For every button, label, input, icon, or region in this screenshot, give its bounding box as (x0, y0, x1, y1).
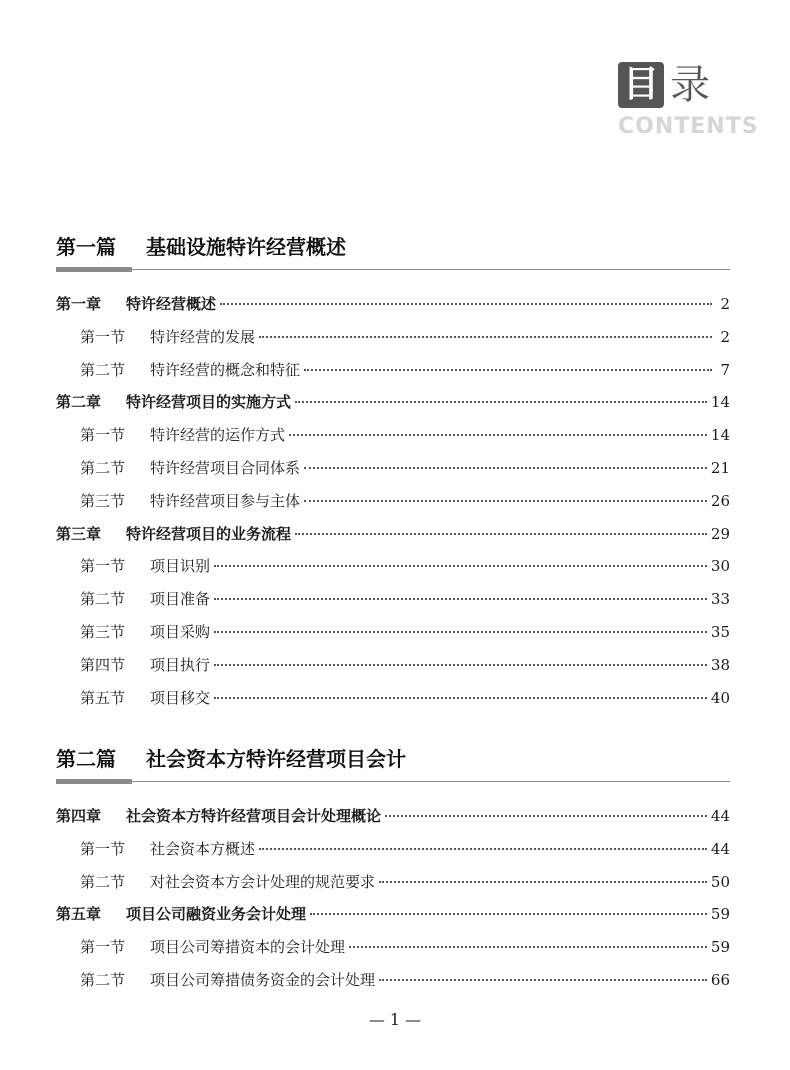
entry-page-number: 14 (710, 426, 730, 445)
part-title (56, 230, 730, 264)
dot-leader (220, 302, 712, 305)
heading-mu-box: 目 (618, 62, 664, 108)
entry-number: 第二节 (80, 872, 126, 891)
entry-title: 特许经营的运作方式 (150, 426, 286, 445)
entry-title: 项目移交 (150, 688, 211, 707)
toc-section-entry[interactable] (56, 321, 730, 353)
entry-page-number: 59 (710, 938, 730, 957)
dot-leader (304, 499, 707, 502)
part-divider (56, 778, 730, 786)
part-number: 第二篇 (56, 747, 116, 771)
entry-title: 特许经营项目的业务流程 (126, 524, 292, 543)
heading-lu: 录 (670, 62, 710, 108)
entry-number: 第一节 (80, 938, 126, 957)
dot-leader (349, 945, 707, 948)
entry-page-number: 26 (710, 491, 730, 510)
entry-page-number: 29 (710, 524, 730, 543)
entry-title: 特许经营的发展 (150, 327, 256, 346)
dot-leader (214, 663, 707, 666)
entry-number: 第三节 (80, 491, 126, 510)
entry-title: 特许经营项目参与主体 (150, 491, 301, 510)
entry-number: 第二节 (80, 459, 126, 477)
entry-page-number: 14 (710, 393, 730, 412)
toc-section-entry[interactable] (56, 964, 730, 996)
entry-page-number: 2 (720, 327, 730, 346)
entry-title: 项目识别 (150, 557, 211, 576)
entry-number: 第一章 (56, 295, 102, 313)
contents-heading (618, 62, 759, 144)
entry-number: 第一节 (80, 839, 126, 858)
entry-page-number: 59 (710, 905, 730, 924)
entry-number: 第一节 (80, 327, 126, 346)
toc-section-entry[interactable] (56, 419, 730, 451)
entry-number: 第五节 (80, 688, 126, 707)
toc-chapter-entry[interactable] (56, 800, 730, 832)
toc-section-entry[interactable] (56, 583, 730, 615)
entry-page-number: 44 (710, 807, 730, 825)
dot-leader (214, 696, 707, 699)
entry-title: 项目执行 (150, 655, 211, 674)
entry-title: 项目采购 (150, 623, 211, 641)
dot-leader (304, 466, 707, 469)
entry-title: 特许经营的概念和特征 (150, 360, 301, 379)
toc-section-entry[interactable] (56, 550, 730, 582)
toc-section-entry[interactable] (56, 833, 730, 865)
dot-leader (214, 564, 707, 567)
dot-leader (259, 335, 712, 338)
entry-number: 第一节 (80, 557, 126, 576)
entry-number: 第二节 (80, 360, 126, 379)
entry-title: 项目公司融资业务会计处理 (126, 905, 307, 924)
entry-title: 特许经营项目的实施方式 (126, 393, 292, 412)
entry-title: 项目公司筹措债务资金的会计处理 (150, 971, 376, 989)
toc-section-entry[interactable] (56, 616, 730, 648)
entry-page-number: 30 (710, 557, 730, 576)
part-number: 第一篇 (56, 235, 116, 259)
toc-section-entry[interactable] (56, 931, 730, 963)
dot-leader (295, 400, 707, 403)
dot-leader (214, 630, 707, 633)
part-name: 基础设施特许经营概述 (146, 235, 346, 259)
part-1 (56, 230, 730, 707)
part-name: 社会资本方特许经营项目会计 (146, 747, 406, 771)
toc-section-entry[interactable] (56, 354, 730, 386)
entry-number: 第五章 (56, 905, 102, 924)
entry-title: 项目公司筹措资本的会计处理 (150, 938, 346, 957)
toc-section-entry[interactable] (56, 452, 730, 484)
toc-section-entry[interactable] (56, 485, 730, 517)
entry-title: 项目准备 (150, 590, 211, 609)
part-divider (56, 266, 730, 274)
entry-number: 第四章 (56, 807, 102, 825)
entry-title: 社会资本方特许经营项目会计处理概论 (126, 807, 382, 825)
heading-contents-word: CONTENTS (618, 114, 759, 139)
toc-section-entry[interactable] (56, 682, 730, 714)
entry-page-number: 38 (710, 655, 730, 674)
entry-number: 第三章 (56, 524, 102, 543)
entry-title: 对社会资本方会计处理的规范要求 (150, 872, 376, 891)
dot-leader (310, 912, 707, 915)
part-2 (56, 742, 730, 989)
toc-chapter-entry[interactable] (56, 386, 730, 418)
entry-page-number: 66 (710, 971, 730, 989)
dot-leader (304, 368, 712, 371)
toc-section-entry[interactable] (56, 649, 730, 681)
dot-leader (214, 597, 707, 600)
toc-chapter-entry[interactable] (56, 898, 730, 930)
page-number-footer: — 1 — (368, 1010, 422, 1029)
entry-page-number: 50 (710, 872, 730, 891)
entry-number: 第二章 (56, 393, 102, 412)
toc-chapter-entry[interactable] (56, 518, 730, 550)
toc-chapter-entry[interactable] (56, 288, 730, 320)
dot-leader (379, 978, 707, 981)
dot-leader (289, 433, 707, 436)
entry-page-number: 33 (710, 590, 730, 609)
dot-leader (379, 880, 707, 883)
dot-leader (259, 847, 707, 850)
entry-page-number: 2 (720, 295, 730, 313)
entry-page-number: 7 (720, 360, 730, 379)
entry-page-number: 21 (710, 459, 730, 477)
entry-page-number: 35 (710, 623, 730, 641)
entry-page-number: 40 (710, 688, 730, 707)
entry-number: 第二节 (80, 590, 126, 609)
part-title (56, 742, 730, 776)
entry-number: 第三节 (80, 623, 126, 641)
entry-title: 特许经营概述 (126, 295, 217, 313)
entry-title: 特许经营项目合同体系 (150, 459, 301, 477)
toc-section-entry[interactable] (56, 866, 730, 898)
entry-title: 社会资本方概述 (150, 839, 256, 858)
entry-page-number: 44 (710, 839, 730, 858)
dot-leader (295, 532, 707, 535)
dot-leader (385, 814, 707, 817)
entry-number: 第一节 (80, 426, 126, 445)
entry-number: 第二节 (80, 971, 126, 989)
entry-number: 第四节 (80, 655, 126, 674)
